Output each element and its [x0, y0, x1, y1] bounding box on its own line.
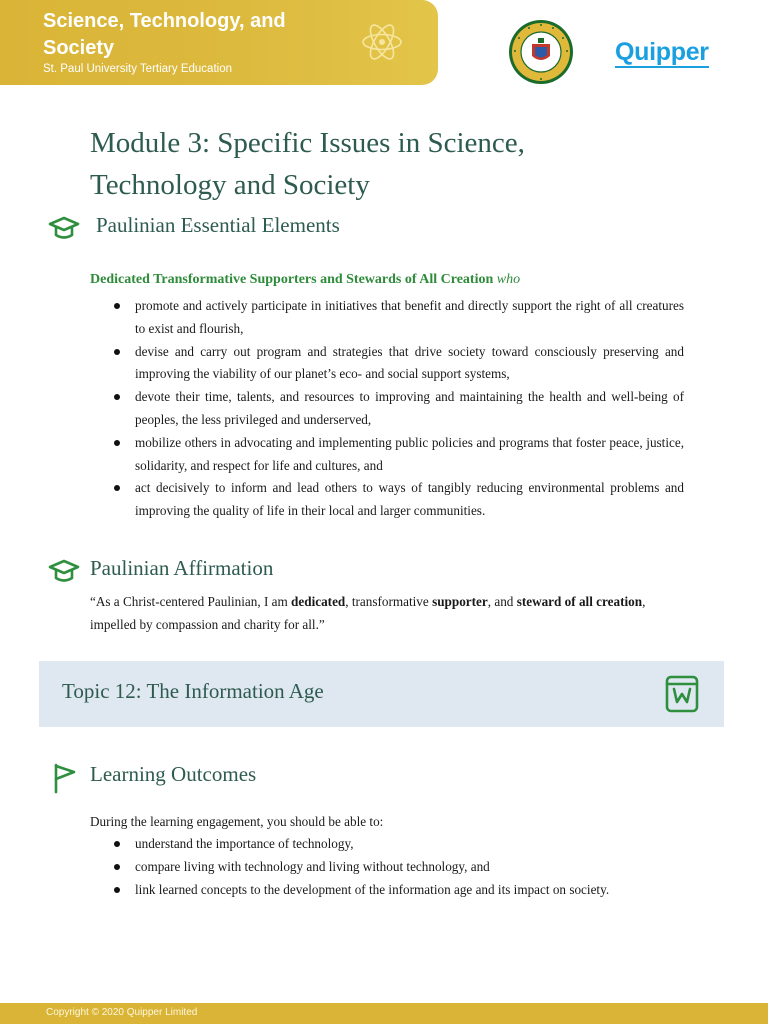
flag-icon — [50, 762, 82, 794]
list-item: devise and carry out program and strategies that drive society toward consciously preserving and improving the viability of our planet’s eco- and social support systems, — [90, 341, 684, 387]
course-banner — [0, 0, 438, 85]
list-item: act decisively to inform and lead others to ways of tangibly reducing environmental problems and improving the quality of life in their local and larger communities. — [90, 477, 684, 523]
lead-bold-text: Dedicated Transformative Supporters and Stewards of All Creation — [90, 272, 494, 287]
affirmation-bold: dedicated — [291, 594, 346, 609]
affirmation-bold: supporter — [432, 594, 488, 609]
essential-elements-heading: Paulinian Essential Elements — [96, 213, 340, 237]
copyright-text: Copyright © 2020 Quipper Limited — [46, 1007, 198, 1018]
list-item: mobilize others in advocating and implementing public policies and programs that foster peace, justice, solidarity, and respect for life and cultures, and — [90, 432, 684, 478]
institution-name: St. Paul University Tertiary Education — [43, 63, 232, 75]
course-title: Science, Technology, and Society — [43, 10, 286, 59]
graduation-cap-icon — [48, 212, 80, 244]
affirmation-part: , transformative — [345, 594, 433, 609]
list-item: devote their time, talents, and resources to improving and maintaining the health and well-being of peoples, the less privileged and underserved, — [90, 386, 684, 432]
affirmation-part: “As a Christ-centered Paulinian, I am — [90, 594, 292, 609]
affirmation-part: , impelled by compassion and charity for all.” — [90, 594, 646, 632]
footer-bar — [0, 1003, 768, 1024]
quipper-logo: Quipper — [615, 38, 709, 66]
learning-outcomes-heading: Learning Outcomes — [90, 762, 257, 786]
book-icon — [665, 675, 699, 713]
essential-elements-list — [90, 295, 684, 523]
graduation-cap-icon — [48, 555, 80, 587]
list-item: promote and actively participate in initiatives that benefit and directly support the right of all creatures to exist and flourish, — [90, 295, 684, 341]
module-title: Module 3: Specific Issues in Science, Technology and Society — [90, 127, 525, 201]
list-item: link learned concepts to the development of the information age and its impact on society. — [90, 879, 684, 902]
affirmation-heading: Paulinian Affirmation — [90, 556, 274, 580]
affirmation-bold: steward of all creation — [516, 594, 643, 609]
lead-italic-text: who — [496, 272, 521, 287]
essential-elements-lead — [90, 272, 520, 288]
atom-icon — [360, 20, 404, 64]
learning-outcomes-list — [90, 833, 684, 901]
topic-band — [39, 661, 724, 727]
affirmation-part: , and — [487, 594, 517, 609]
list-item: understand the importance of technology, — [90, 833, 684, 856]
topic-title: Topic 12: The Information Age — [62, 679, 324, 703]
affirmation-text — [90, 591, 684, 636]
university-seal-logo — [508, 19, 574, 85]
list-item: compare living with technology and living without technology, and — [90, 856, 684, 879]
learning-outcomes-intro: During the learning engagement, you should be able to: — [90, 814, 384, 829]
